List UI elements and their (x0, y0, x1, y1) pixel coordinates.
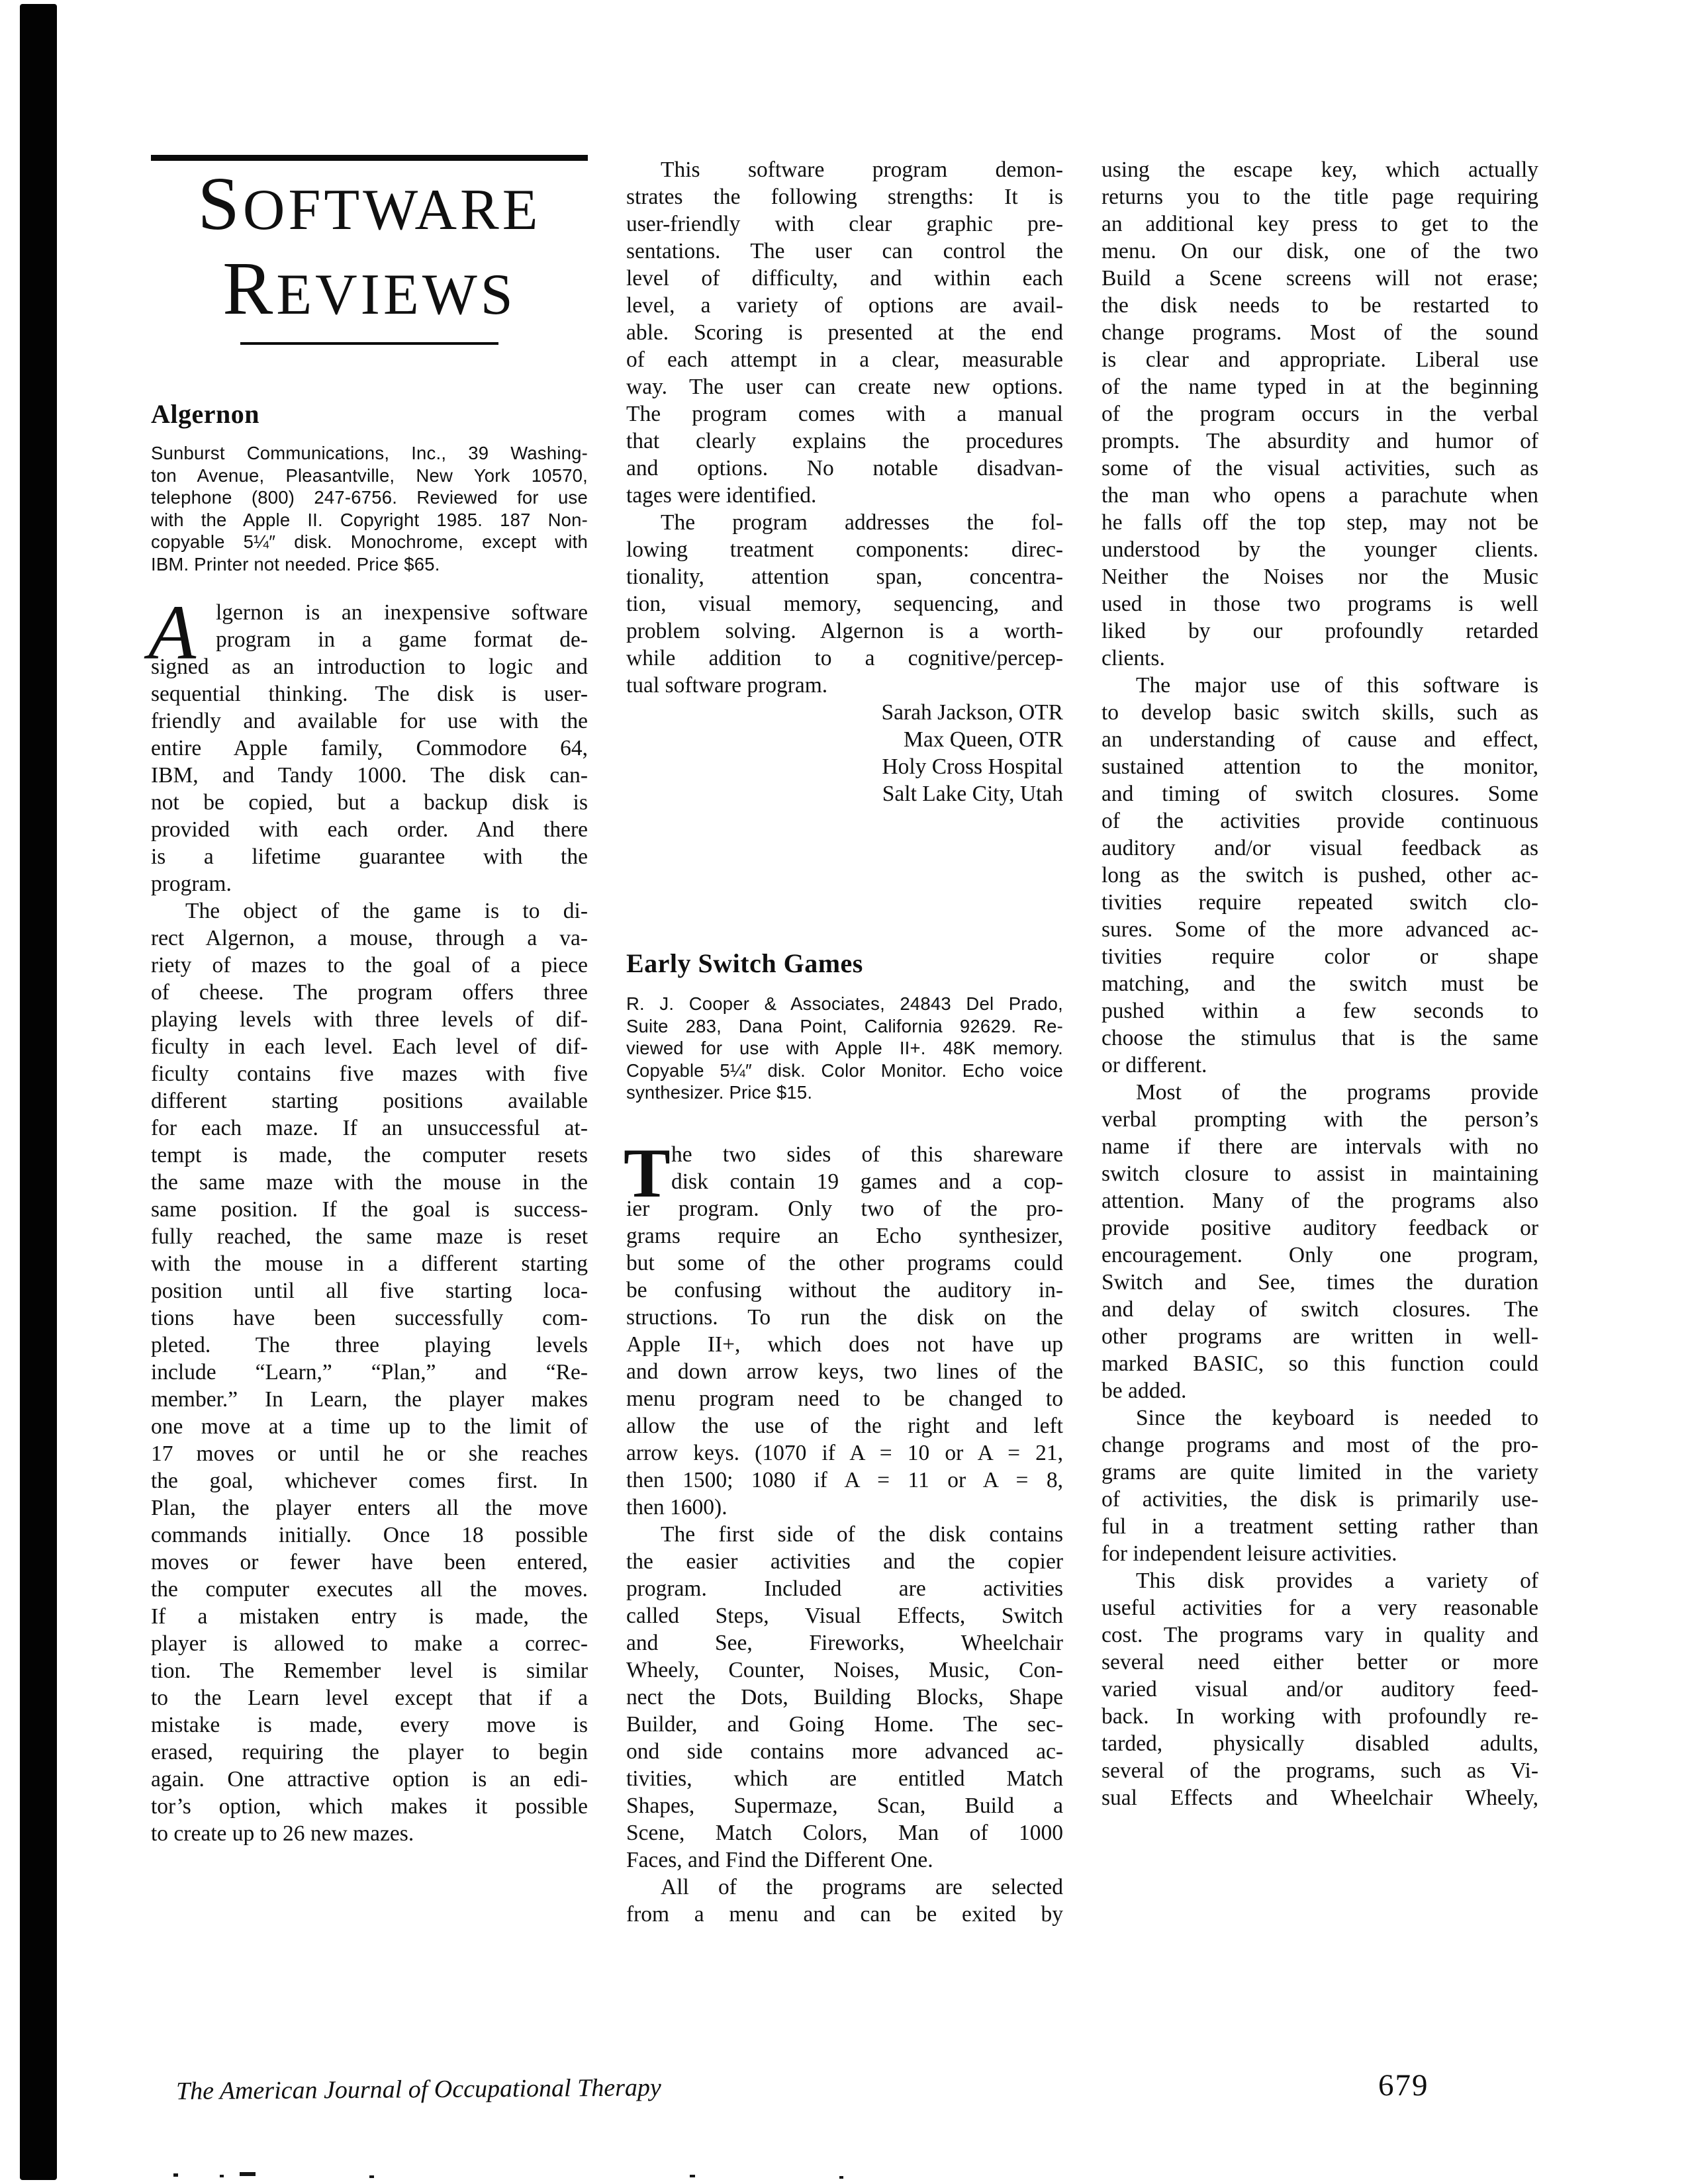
text-line: and See, Fireworks, Wheelchair (626, 1630, 1063, 1655)
text-line: Build a Scene screens will not erase; (1102, 266, 1538, 291)
text-line: Holy Cross Hospital (882, 754, 1063, 779)
signature-block (626, 699, 1063, 807)
text-line: understood by the younger clients. (1102, 537, 1538, 562)
text-line: The object of the game is to di- (185, 899, 588, 923)
text-line: while addition to a cognitive/percep- (626, 646, 1063, 670)
text-line: This software program demon- (661, 158, 1063, 182)
text-line: then 1600). (626, 1494, 727, 1520)
text-line: encouragement. Only one program, (1102, 1243, 1538, 1267)
text-line: the goal, whichever comes first. In (151, 1469, 588, 1493)
text-line: Most of the programs provide (1136, 1080, 1538, 1105)
section-header (151, 155, 588, 345)
text-line: choose the stimulus that is the same (1102, 1026, 1538, 1050)
text-line: Suite 283, Dana Point, California 92629. Re- (626, 1015, 1063, 1036)
text-line: several need either better or more (1102, 1650, 1538, 1674)
title-rest: EVIEWS (276, 263, 516, 327)
text-line: tempt is made, the computer resets (151, 1143, 588, 1167)
text-line: used in those two programs is well (1102, 592, 1538, 616)
text-line: long as the switch is pushed, other ac- (1102, 863, 1538, 887)
text-line: ton Avenue, Pleasantville, New York 10570, (151, 465, 588, 486)
text-line: Sarah Jackson, OTR (881, 700, 1063, 725)
text-line: able. Scoring is presented at the end (626, 320, 1063, 345)
page-number: 679 (1378, 2068, 1429, 2103)
text-line: name if there are intervals with no (1102, 1134, 1538, 1159)
text-line: menu. On our disk, one of the two (1102, 239, 1538, 263)
esg-prompting-paragraph (1102, 1079, 1538, 1404)
text-line: Switch and See, times the duration (1102, 1270, 1538, 1295)
text-line: to the Learn level except that if a (151, 1686, 588, 1710)
text-line: he falls off the top step, may not be (1102, 510, 1538, 535)
text-line: grams are quite limited in the variety (1102, 1460, 1538, 1484)
text-line: that clearly explains the procedures (626, 429, 1063, 453)
drop-cap-letter: T (624, 1134, 671, 1212)
text-line: erased, requiring the player to begin (151, 1740, 588, 1764)
text-line: or different. (1102, 1053, 1207, 1077)
text-line: switch closure to assist in maintaining (1102, 1161, 1538, 1186)
text-line: ficulty contains five mazes with five (151, 1062, 588, 1086)
text-line: of the program occurs in the verbal (1102, 402, 1538, 426)
text-line: with the mouse in a different starting (151, 1251, 588, 1276)
text-line: but some of the other programs could (626, 1250, 1063, 1275)
text-line: and delay of switch closures. The (1102, 1297, 1538, 1322)
text-line: Shapes, Supermaze, Scan, Build a (626, 1793, 1063, 1818)
text-line: position until all five starting loca- (151, 1279, 588, 1303)
text-line: clients. (1102, 646, 1165, 670)
text-line: different starting positions available (151, 1089, 588, 1113)
text-line: tivities require color or shape (1102, 944, 1538, 969)
text-line: The program addresses the fol- (661, 510, 1063, 535)
text-line: 17 moves or until he or she reaches (151, 1441, 588, 1466)
text-line: be added. (1102, 1379, 1187, 1403)
text-line: Neither the Noises nor the Music (1102, 565, 1538, 589)
text-line: returns you to the title page requiring (1102, 185, 1538, 209)
text-line: with the Apple II. Copyright 1985. 187 Non- (151, 509, 588, 530)
text-line: Builder, and Going Home. The sec- (626, 1711, 1063, 1737)
text-line: tivities require repeated switch clo- (1102, 890, 1538, 915)
scan-artifact (369, 2175, 374, 2178)
text-line: tages were identified. (626, 483, 817, 508)
text-line: Faces, and Find the Different One. (626, 1847, 933, 1872)
esg-opening-paragraph (624, 1134, 1063, 1521)
drop-cap-letter: A (148, 589, 197, 676)
text-line: ficulty in each level. Each level of dif- (151, 1034, 588, 1059)
text-line: rect Algernon, a mouse, through a va- (151, 926, 588, 950)
text-line: change programs. Most of the sound (1102, 320, 1538, 345)
text-line: entire Apple family, Commodore 64, (151, 736, 588, 760)
text-line: nect the Dots, Building Blocks, Shape (626, 1684, 1063, 1709)
text-line: some of the visual activities, such as (1102, 456, 1538, 480)
text-line: of each attempt in a clear, measurable (626, 347, 1063, 372)
text-line: ier program. Only two of the pro- (626, 1196, 1063, 1221)
text-line: way. The user can create new options. (626, 375, 1063, 399)
column-1 (148, 397, 588, 1847)
esg-sides-paragraph (626, 1521, 1063, 1874)
text-line: back. In working with profoundly re- (1102, 1704, 1538, 1729)
text-line: attention. Many of the programs also (1102, 1189, 1538, 1213)
text-line: and down arrow keys, two lines of the (626, 1359, 1063, 1384)
text-line: program in a game format de- (216, 627, 588, 652)
text-line: The first side of the disk contains (661, 1522, 1063, 1547)
text-line: provide positive auditory feedback or (1102, 1216, 1538, 1240)
text-line: playing levels with three levels of dif- (151, 1007, 588, 1032)
text-line: copyable 5¼″ disk. Monochrome, except with (151, 531, 588, 552)
text-line: the man who opens a parachute when (1102, 483, 1538, 508)
text-line: This disk provides a variety of (1136, 1569, 1538, 1593)
text-line: The program comes with a manual (626, 402, 1063, 426)
text-line: sustained attention to the monitor, (1102, 754, 1538, 779)
text-line: cost. The programs vary in quality and (1102, 1623, 1538, 1647)
text-line: to create up to 26 new mazes. (151, 1821, 414, 1846)
text-line: level, a variety of options are avail- (626, 293, 1063, 318)
text-line: be confusing without the auditory in- (626, 1277, 1063, 1302)
text-line: verbal prompting with the person’s (1102, 1107, 1538, 1132)
text-line: lowing treatment components: direc- (626, 537, 1063, 562)
text-line: strates the following strengths: It is (626, 185, 1063, 209)
scan-artifact (240, 2172, 256, 2176)
text-line: program. (151, 872, 232, 896)
text-line: R. J. Cooper & Associates, 24843 Del Prado, (626, 993, 1063, 1014)
text-line: of activities, the disk is primarily use- (1102, 1487, 1538, 1512)
text-line: of the activities provide continuous (1102, 809, 1538, 833)
review-title-algernon: Algernon (151, 399, 259, 429)
text-line: program. Included are activities (626, 1576, 1063, 1601)
text-line: IBM. Printer not needed. Price $65. (151, 553, 440, 574)
text-line: member.” In Learn, the player makes (151, 1387, 588, 1412)
text-line: the computer executes all the moves. (151, 1577, 588, 1602)
text-line: fully reached, the same maze is reset (151, 1224, 588, 1249)
text-line: tionality, attention span, concentra- (626, 565, 1063, 589)
text-line: friendly and available for use with the (151, 709, 588, 733)
text-line: for each maze. If an unsuccessful at- (151, 1116, 588, 1140)
text-line: mistake is made, every move is (151, 1713, 588, 1737)
text-line: Max Queen, OTR (904, 727, 1063, 752)
text-line: Copyable 5¼″ disk. Color Monitor. Echo voice (626, 1060, 1063, 1081)
text-line: to develop basic switch skills, such as (1102, 700, 1538, 725)
text-line: menu program need to be changed to (626, 1386, 1063, 1411)
text-line: All of the programs are selected (661, 1874, 1063, 1899)
text-line: other programs are written in well- (1102, 1324, 1538, 1349)
algernon-body-paragraph (151, 897, 588, 1847)
text-line: same position. If the goal is success- (151, 1197, 588, 1222)
esg-keyboard-paragraph (1102, 1404, 1538, 1567)
text-line: for independent leisure activities. (1102, 1541, 1397, 1566)
text-line: an additional key press to get to the (1102, 212, 1538, 236)
title-rest: OFTWARE (242, 178, 541, 242)
page-title-software (151, 161, 588, 250)
algernon-opening-paragraph (148, 589, 588, 897)
text-line: marked BASIC, so this function could (1102, 1351, 1538, 1376)
scan-artifact (220, 2175, 224, 2177)
text-line: of cheese. The program offers three (151, 980, 588, 1005)
text-line: of the name typed in at the beginning (1102, 375, 1538, 399)
text-line: an understanding of cause and effect, (1102, 727, 1538, 752)
text-line: If a mistaken entry is made, the (151, 1604, 588, 1629)
text-line: problem solving. Algernon is a worth- (626, 619, 1063, 643)
page-title-reviews (151, 246, 588, 334)
text-line: is a lifetime guarantee with the (151, 844, 588, 869)
text-line: auditory and/or visual feedback as (1102, 836, 1538, 860)
text-line: not be copied, but a backup disk is (151, 790, 588, 815)
footer-journal-title: The American Journal of Occupational Therapy (175, 2073, 661, 2105)
text-line: tual software program. (626, 673, 828, 698)
text-line: disk contain 19 games and a cop- (671, 1169, 1063, 1194)
col2-paragraph-strengths (626, 156, 1063, 509)
text-line: The major use of this software is (1136, 673, 1538, 698)
text-line: useful activities for a very reasonable (1102, 1596, 1538, 1620)
text-line: provided with each order. And there (151, 817, 588, 842)
text-line: Scene, Match Colors, Man of 1000 (626, 1820, 1063, 1845)
text-line: level of difficulty, and within each (626, 266, 1063, 291)
text-line: the same maze with the mouse in the (151, 1170, 588, 1195)
text-line: liked by our profoundly retarded (1102, 619, 1538, 643)
text-line: prompts. The absurdity and humor of (1102, 429, 1538, 453)
text-line: allow the use of the right and left (626, 1413, 1063, 1438)
text-line: the disk needs to be restarted to (1102, 293, 1538, 318)
text-line: tor’s option, which makes it possible (151, 1794, 588, 1819)
text-line: ond side contains more advanced ac- (626, 1739, 1063, 1764)
scan-artifact (173, 2173, 178, 2177)
text-line: commands initially. Once 18 possible (151, 1523, 588, 1547)
text-line: and timing of switch closures. Some (1102, 782, 1538, 806)
text-line: viewed for use with Apple II+. 48K memory. (626, 1038, 1063, 1058)
text-line: moves or fewer have been entered, (151, 1550, 588, 1574)
text-line: Sunburst Communications, Inc., 39 Washing- (151, 443, 588, 463)
column-2 (626, 156, 1063, 1928)
text-line: tarded, physically disabled adults, (1102, 1731, 1538, 1756)
esg-value-paragraph (1102, 1567, 1538, 1811)
text-line: Plan, the player enters all the move (151, 1496, 588, 1520)
vendor-info-early-switch-games (626, 993, 1063, 1104)
text-line: Apple II+, which does not have up (626, 1332, 1063, 1357)
header-rule (151, 155, 588, 161)
scan-artifact (839, 2176, 843, 2179)
text-line: Since the keyboard is needed to (1136, 1406, 1538, 1430)
text-line: grams require an Echo synthesizer, (626, 1223, 1063, 1248)
text-line: change programs and most of the pro- (1102, 1433, 1538, 1457)
text-line: signed as an introduction to logic and (151, 655, 588, 679)
text-line: called Steps, Visual Effects, Switch (626, 1603, 1063, 1628)
text-line: sentations. The user can control the (626, 239, 1063, 263)
text-line: include “Learn,” “Plan,” and “Re- (151, 1360, 588, 1385)
text-line: tions have been successfully com- (151, 1306, 588, 1330)
text-line: from a menu and can be exited by (626, 1901, 1063, 1927)
text-line: sures. Some of the more advanced ac- (1102, 917, 1538, 942)
text-line: the easier activities and the copier (626, 1549, 1063, 1574)
text-line: ful in a treatment setting rather than (1102, 1514, 1538, 1539)
text-line: pushed within a few seconds to (1102, 999, 1538, 1023)
text-line: arrow keys. (1070 if A = 10 or A = 21, (626, 1440, 1063, 1465)
column-3 (1102, 156, 1538, 1811)
review-title-early-switch-games: Early Switch Games (626, 948, 863, 978)
text-line: sual Effects and Wheelchair Wheely, (1102, 1786, 1538, 1810)
col2-paragraph-components (626, 509, 1063, 699)
text-line: tion, visual memory, sequencing, and (626, 592, 1063, 616)
text-line: riety of mazes to the goal of a piece (151, 953, 588, 978)
text-line: using the escape key, which actually (1102, 158, 1538, 182)
text-line: structions. To run the disk on the (626, 1304, 1063, 1330)
text-line: again. One attractive option is an edi- (151, 1767, 588, 1792)
scan-artifact (690, 2175, 695, 2177)
text-line: and options. No notable disadvan- (626, 456, 1063, 480)
text-line: he two sides of this shareware (671, 1142, 1063, 1167)
text-line: Wheely, Counter, Noises, Music, Con- (626, 1657, 1063, 1682)
title-underline (240, 342, 498, 345)
text-line: synthesizer. Price $15. (626, 1082, 813, 1103)
text-line: telephone (800) 247-6756. Reviewed for use (151, 487, 588, 508)
text-line: IBM, and Tandy 1000. The disk can- (151, 763, 588, 788)
title-initial: R (222, 246, 277, 330)
text-line: one move at a time up to the limit of (151, 1414, 588, 1439)
esg-major-use-paragraph (1102, 672, 1538, 1079)
text-line: Salt Lake City, Utah (882, 782, 1063, 806)
text-line: tion. The Remember level is similar (151, 1659, 588, 1683)
text-line: varied visual and/or auditory feed- (1102, 1677, 1538, 1702)
text-line: is clear and appropriate. Liberal use (1102, 347, 1538, 372)
text-line: tivities, which are entitled Match (626, 1766, 1063, 1791)
text-line: player is allowed to make a correc- (151, 1631, 588, 1656)
text-line: matching, and the switch must be (1102, 972, 1538, 996)
esg-escape-paragraph (1102, 156, 1538, 672)
vendor-info-algernon (151, 442, 588, 575)
esg-menu-paragraph (626, 1874, 1063, 1928)
text-line: lgernon is an inexpensive software (216, 600, 588, 625)
scan-gutter-bar (20, 4, 57, 2180)
text-line: pleted. The three playing levels (151, 1333, 588, 1357)
text-line: user-friendly with clear graphic pre- (626, 212, 1063, 236)
text-line: sequential thinking. The disk is user- (151, 682, 588, 706)
text-line: several of the programs, such as Vi- (1102, 1758, 1538, 1783)
text-line: then 1500; 1080 if A = 11 or A = 8, (626, 1467, 1063, 1492)
title-initial: S (197, 161, 243, 246)
